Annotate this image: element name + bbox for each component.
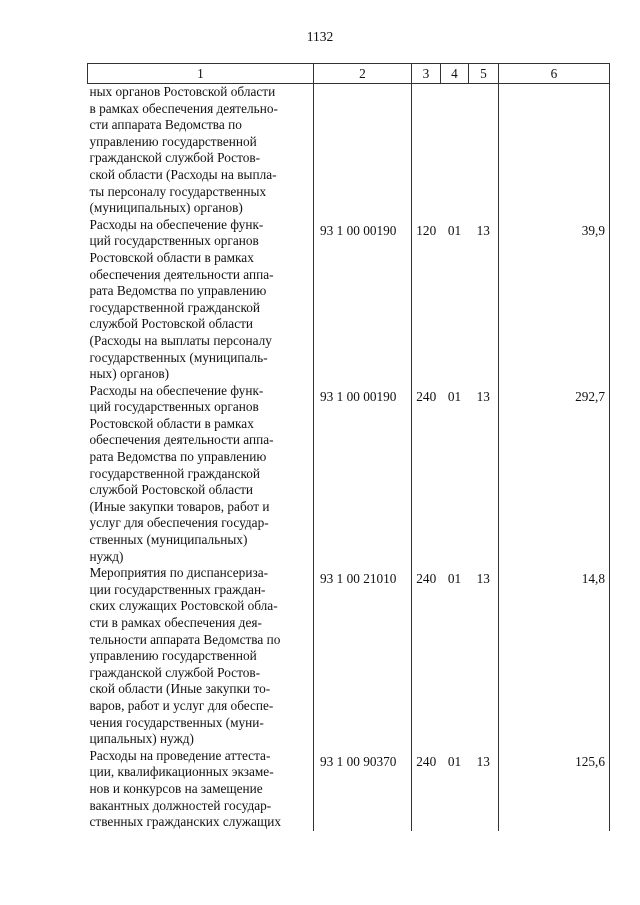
description-line: нужд) [89, 548, 124, 564]
row-expense-type: 120 [416, 222, 437, 238]
description-line: службой Ростовской области [89, 316, 254, 332]
description-line: государственных (муниципаль- [89, 349, 268, 365]
description-line: службой Ростовской области [89, 482, 254, 498]
description-line: ции государственных граждан- [89, 581, 266, 597]
row-expense-type: 240 [416, 753, 437, 769]
description-line: сти в рамках обеспечения дея- [89, 615, 262, 630]
description-line: рата Ведомства по управлению [89, 449, 267, 465]
row-amount: 39,9 [499, 217, 610, 383]
description-line: рата Ведомства по управлению [89, 283, 267, 299]
description-line: ственных (муниципальных) [89, 532, 248, 548]
description-line: вакантных должностей государ- [89, 797, 272, 813]
row-description [88, 84, 314, 217]
row-target-code: 93 1 00 21010 [314, 565, 412, 748]
budget-table [87, 63, 610, 831]
description-line: государственной гражданской [89, 299, 261, 315]
description-line: обеспечения деятельности аппа- [89, 432, 274, 448]
header-col-6: 6 [499, 64, 610, 84]
table-row [88, 84, 610, 217]
description-line: ственных гражданских служащих [89, 814, 281, 830]
description-line: варов, работ и услуг для обеспе- [89, 697, 274, 713]
row-amount: 125,6 [499, 748, 610, 831]
row-section: 01 [447, 388, 462, 404]
description-line: ции, квалификационных экзаме- [89, 764, 274, 780]
row-description [88, 383, 314, 566]
description-line: тельности аппарата Ведомства по [89, 631, 281, 647]
table-row [88, 565, 610, 748]
row-description [88, 748, 314, 831]
description-line: государственной гражданской [89, 465, 261, 481]
description-line: гражданской службой Ростов- [89, 664, 261, 680]
header-col-5: 5 [469, 64, 499, 84]
description-line: ций государственных органов [89, 233, 259, 249]
row-amount [499, 84, 610, 217]
description-line: ций государственных органов [89, 399, 259, 415]
row-subsection: 13 [469, 383, 499, 566]
row-section: 01 [447, 571, 462, 587]
row-subsection: 13 [469, 748, 499, 831]
description-line: Расходы на обеспечение функ- [89, 382, 264, 398]
description-line: управлению государственной [89, 133, 257, 149]
description-line: ты персоналу государственных [89, 183, 267, 199]
description-line: Ростовской области в рамках [89, 415, 254, 431]
header-row [88, 64, 610, 84]
row-section [441, 84, 469, 217]
row-subsection: 13 [469, 217, 499, 383]
description-line: Ростовской области в рамках [89, 249, 254, 265]
row-expense-type [412, 84, 441, 217]
row-target-code: 93 1 00 90370 [314, 748, 412, 831]
description-line: управлению государственной [89, 648, 257, 664]
description-line: (Иные закупки товаров, работ и [89, 498, 270, 514]
description-line: ской области (Расходы на выпла- [89, 166, 277, 182]
row-subsection [469, 84, 499, 217]
description-line: обеспечения деятельности аппа- [89, 266, 274, 282]
row-section: 01 [447, 222, 462, 238]
description-line: нов и конкурсов на замещение [89, 780, 263, 796]
header-col-4: 4 [441, 64, 469, 84]
description-line: Расходы на проведение аттеста- [89, 747, 271, 763]
row-amount: 14,8 [499, 565, 610, 748]
row-section: 01 [447, 753, 462, 769]
description-line: ципальных) нужд) [89, 731, 194, 747]
row-description [88, 565, 314, 748]
header-col-1: 1 [88, 64, 314, 84]
table-row [88, 383, 610, 566]
description-line: чения государственных (муни- [89, 714, 264, 730]
row-expense-type: 240 [416, 388, 437, 404]
table-row [88, 748, 610, 831]
description-line: в рамках обеспечения деятельно- [89, 100, 278, 116]
row-target-code [314, 84, 412, 217]
description-line: (муниципальных) органов) [89, 200, 243, 216]
description-line: ных органов Ростовской области [89, 84, 276, 99]
description-line: ской области (Иные закупки то- [89, 681, 271, 697]
row-amount: 292,7 [499, 383, 610, 566]
row-description [88, 217, 314, 383]
description-line: услуг для обеспечения государ- [89, 515, 269, 531]
description-line: Мероприятия по диспансериза- [89, 565, 269, 581]
row-subsection: 13 [469, 565, 499, 748]
description-line: ских служащих Ростовской обла- [89, 598, 278, 614]
description-line: (Расходы на выплаты персоналу [89, 332, 272, 348]
description-line: сти аппарата Ведомства по [89, 117, 242, 133]
header-col-2: 2 [314, 64, 412, 84]
page-number: 1132 [306, 29, 334, 44]
row-target-code: 93 1 00 00190 [314, 217, 412, 383]
description-line: Расходы на обеспечение функ- [89, 216, 264, 232]
table-row [88, 217, 610, 383]
row-expense-type: 240 [416, 571, 437, 587]
description-line: ных) органов) [89, 366, 170, 382]
row-target-code: 93 1 00 00190 [314, 383, 412, 566]
description-line: гражданской службой Ростов- [89, 150, 261, 166]
header-col-3: 3 [412, 64, 441, 84]
